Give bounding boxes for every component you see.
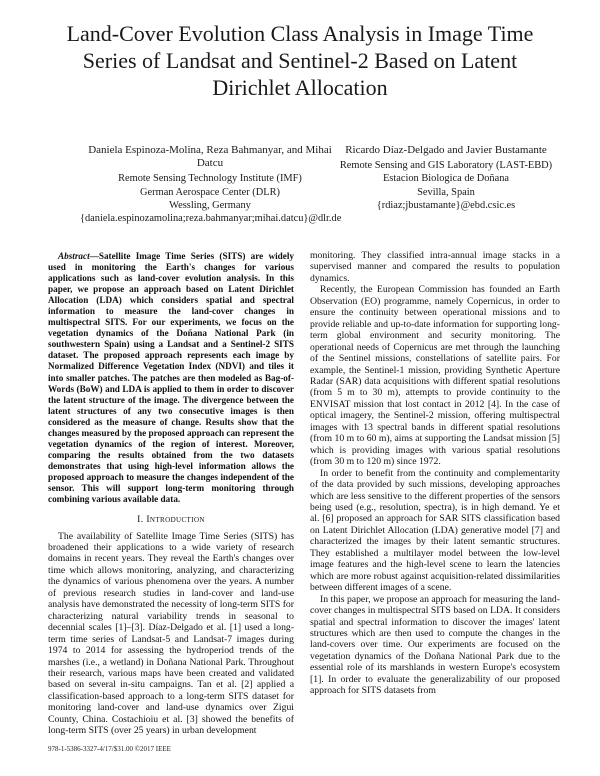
body-paragraph: In this paper, we propose an approach for measuring the land-cover changes in multispectral SITS based on LDA. It considers spatial and spectral information to discover the images' latent structures which are then used to compute the changes in the land-covers over time. Our experiments are focused on the vegetation dynamics of the Doñana National Park due to the essential role of its marshlands in western Europe's ecosystem [1]. In order to evaluate the generalizability of our proposed approach for SITS datasets from bbox=[310, 593, 560, 697]
left-column bbox=[48, 251, 294, 737]
right-column bbox=[310, 250, 560, 697]
intro-paragraph: The availability of Satellite Image Time Series (SITS) has broadened their applications to a wide variety of research domains in recent years. They reveal the Earth's changes over time which allows monitoring, analyzing, and characterizing the dynamics of various phenomena over the years. A number of previous research studies in land-cover and land-use analysis have demonstrated the necessity of long-term SITS for characterizing natural variability trends in seasonal to decennial scales [1]–[3]. Díaz-Delgado et al. [1] used a long-term time series of Landsat-5 and Landsat-7 images during 1974 to 2014 for assessing the hydroperiod trends of the marshes (i.e., a wetland) in Doñana National Park. Throughout their research, various maps have been created and validated based on several in-situ campaigns. Tan et al. [2] applied a classification-based approach to a long-term SITS dataset for monitoring land-cover and land-use dynamics over Zigui County, China. Costachioiu et al. [3] showed the benefits of long-term SITS (over 25 years) in urban development bbox=[48, 530, 294, 737]
author-email: {daniela.espinozamolina;reza.bahmanyar;mihai.datcu}@dlr.de bbox=[80, 213, 342, 225]
copyright-footer: 978-1-5386-3327-4/17/$31.00 ©2017 IEEE bbox=[48, 745, 171, 753]
body-paragraph: Recently, the European Commission has founded an Earth Observation (EO) programme, namely Copernicus, in order to ensure the continuity between operational missions and to provide reliable and up-to-date information for supporting long-term global environment and security monitoring. The operational needs of Copernicus are met through the launching of the Sentinel missions, constellations of satellite pairs. For example, the Sentinel-1 mission, providing Synthetic Aperture Radar (SAR) data acquisitions with different spatial resolutions (from 5 m to 30 m), attempts to provide continuity to the ENVISAT mission that lost contact in 2012 [4]. In the case of optical imagery, the Sentinel-2 mission, offering multispectral images with 13 spectral bands in different spatial resolutions (from 10 m to 60 m), aims at supporting the Landsat mission [5] which is providing images with various spatial resolutions (from 30 m to 120 m) since 1972. bbox=[310, 284, 560, 468]
abstract-text: —Satellite Image Time Series (SITS) are widely used in monitoring the Earth's changes for various applications such as land-cover evolution analysis. In this paper, we propose an approach based on Latent Dirichlet Allocation (LDA) which considers spatial and spectral information to measure the land-cover changes in multispectral SITS. For our experiments, we focus on the vegetation dynamics of the Doñana National Park (in southwestern Spain) using a Landsat and a Sentinel-2 SITS dataset. The proposed approach represents each image by Normalized Difference Vegetation Index (NDVI) and tiles it into smaller patches. The patches are then modeled as Bag-of-Words (BoW) and LDA is applied to them in order to discover the latent structure of the image. The divergence between the latent structures of any two consecutive images is then considered as the measure of change. Results show that the changes measured by the proposed approach can represent the vegetation dynamics of the region of interest. Moreover, comparing the results obtained from the two datasets demonstrates that using high-level information allows the proposed approach to measure the changes independent of the sensor. This will support long-term monitoring through combining various available data. bbox=[48, 251, 294, 505]
section-heading: I. Introduction bbox=[137, 514, 205, 526]
author-affiliation: Estacion Biologica de Doñana bbox=[382, 173, 510, 185]
author-location: Wessling, Germany bbox=[169, 199, 251, 211]
body-paragraph: In order to benefit from the continuity and complementarity of the data provided by such missions, developing approaches which are less sensitive to the different properties of the sensors being used (e.g., resolution, spectra), is in high demand. Ye et al. [6] proposed an approach for SAR SITS classification based on Latent Dirichlet Allocation (LDA) generative model [7] and characterized the images by their latent semantic structures. They established a multilayer model between the low-level image features and the high-level scene to learn the latencies which are more robust against acquisition-related dissimilarities between different images of a scene. bbox=[310, 467, 560, 594]
author-affiliation: Remote Sensing and GIS Laboratory (LAST-EBD) bbox=[339, 160, 553, 172]
author-affiliation: Remote Sensing Technology Institute (IMF) bbox=[118, 173, 302, 185]
abstract bbox=[48, 251, 294, 505]
author-affiliation: German Aerospace Center (DLR) bbox=[140, 186, 280, 198]
abstract-label: Abstract bbox=[58, 251, 90, 261]
author-block-left bbox=[80, 144, 340, 225]
author-location: Sevilla, Spain bbox=[417, 186, 475, 198]
author-email: {rdiaz;jbustamante}@ebd.csic.es bbox=[376, 199, 516, 211]
body-paragraph: monitoring. They classified intra-annual image stacks in a supervised manner and compared the results to population dynamics. bbox=[310, 250, 560, 284]
author-names: Daniela Espinoza-Molina, Reza Bahmanyar, and Mihai Datcu bbox=[88, 144, 332, 170]
author-block-right bbox=[326, 144, 566, 212]
author-names: Ricardo Díaz-Delgado and Javier Bustamante bbox=[345, 144, 547, 156]
paper-title: Land-Cover Evolution Class Analysis in Image Time Series of Landsat and Sentinel-2 Based on Latent Dirichlet Allocation bbox=[66, 21, 534, 100]
